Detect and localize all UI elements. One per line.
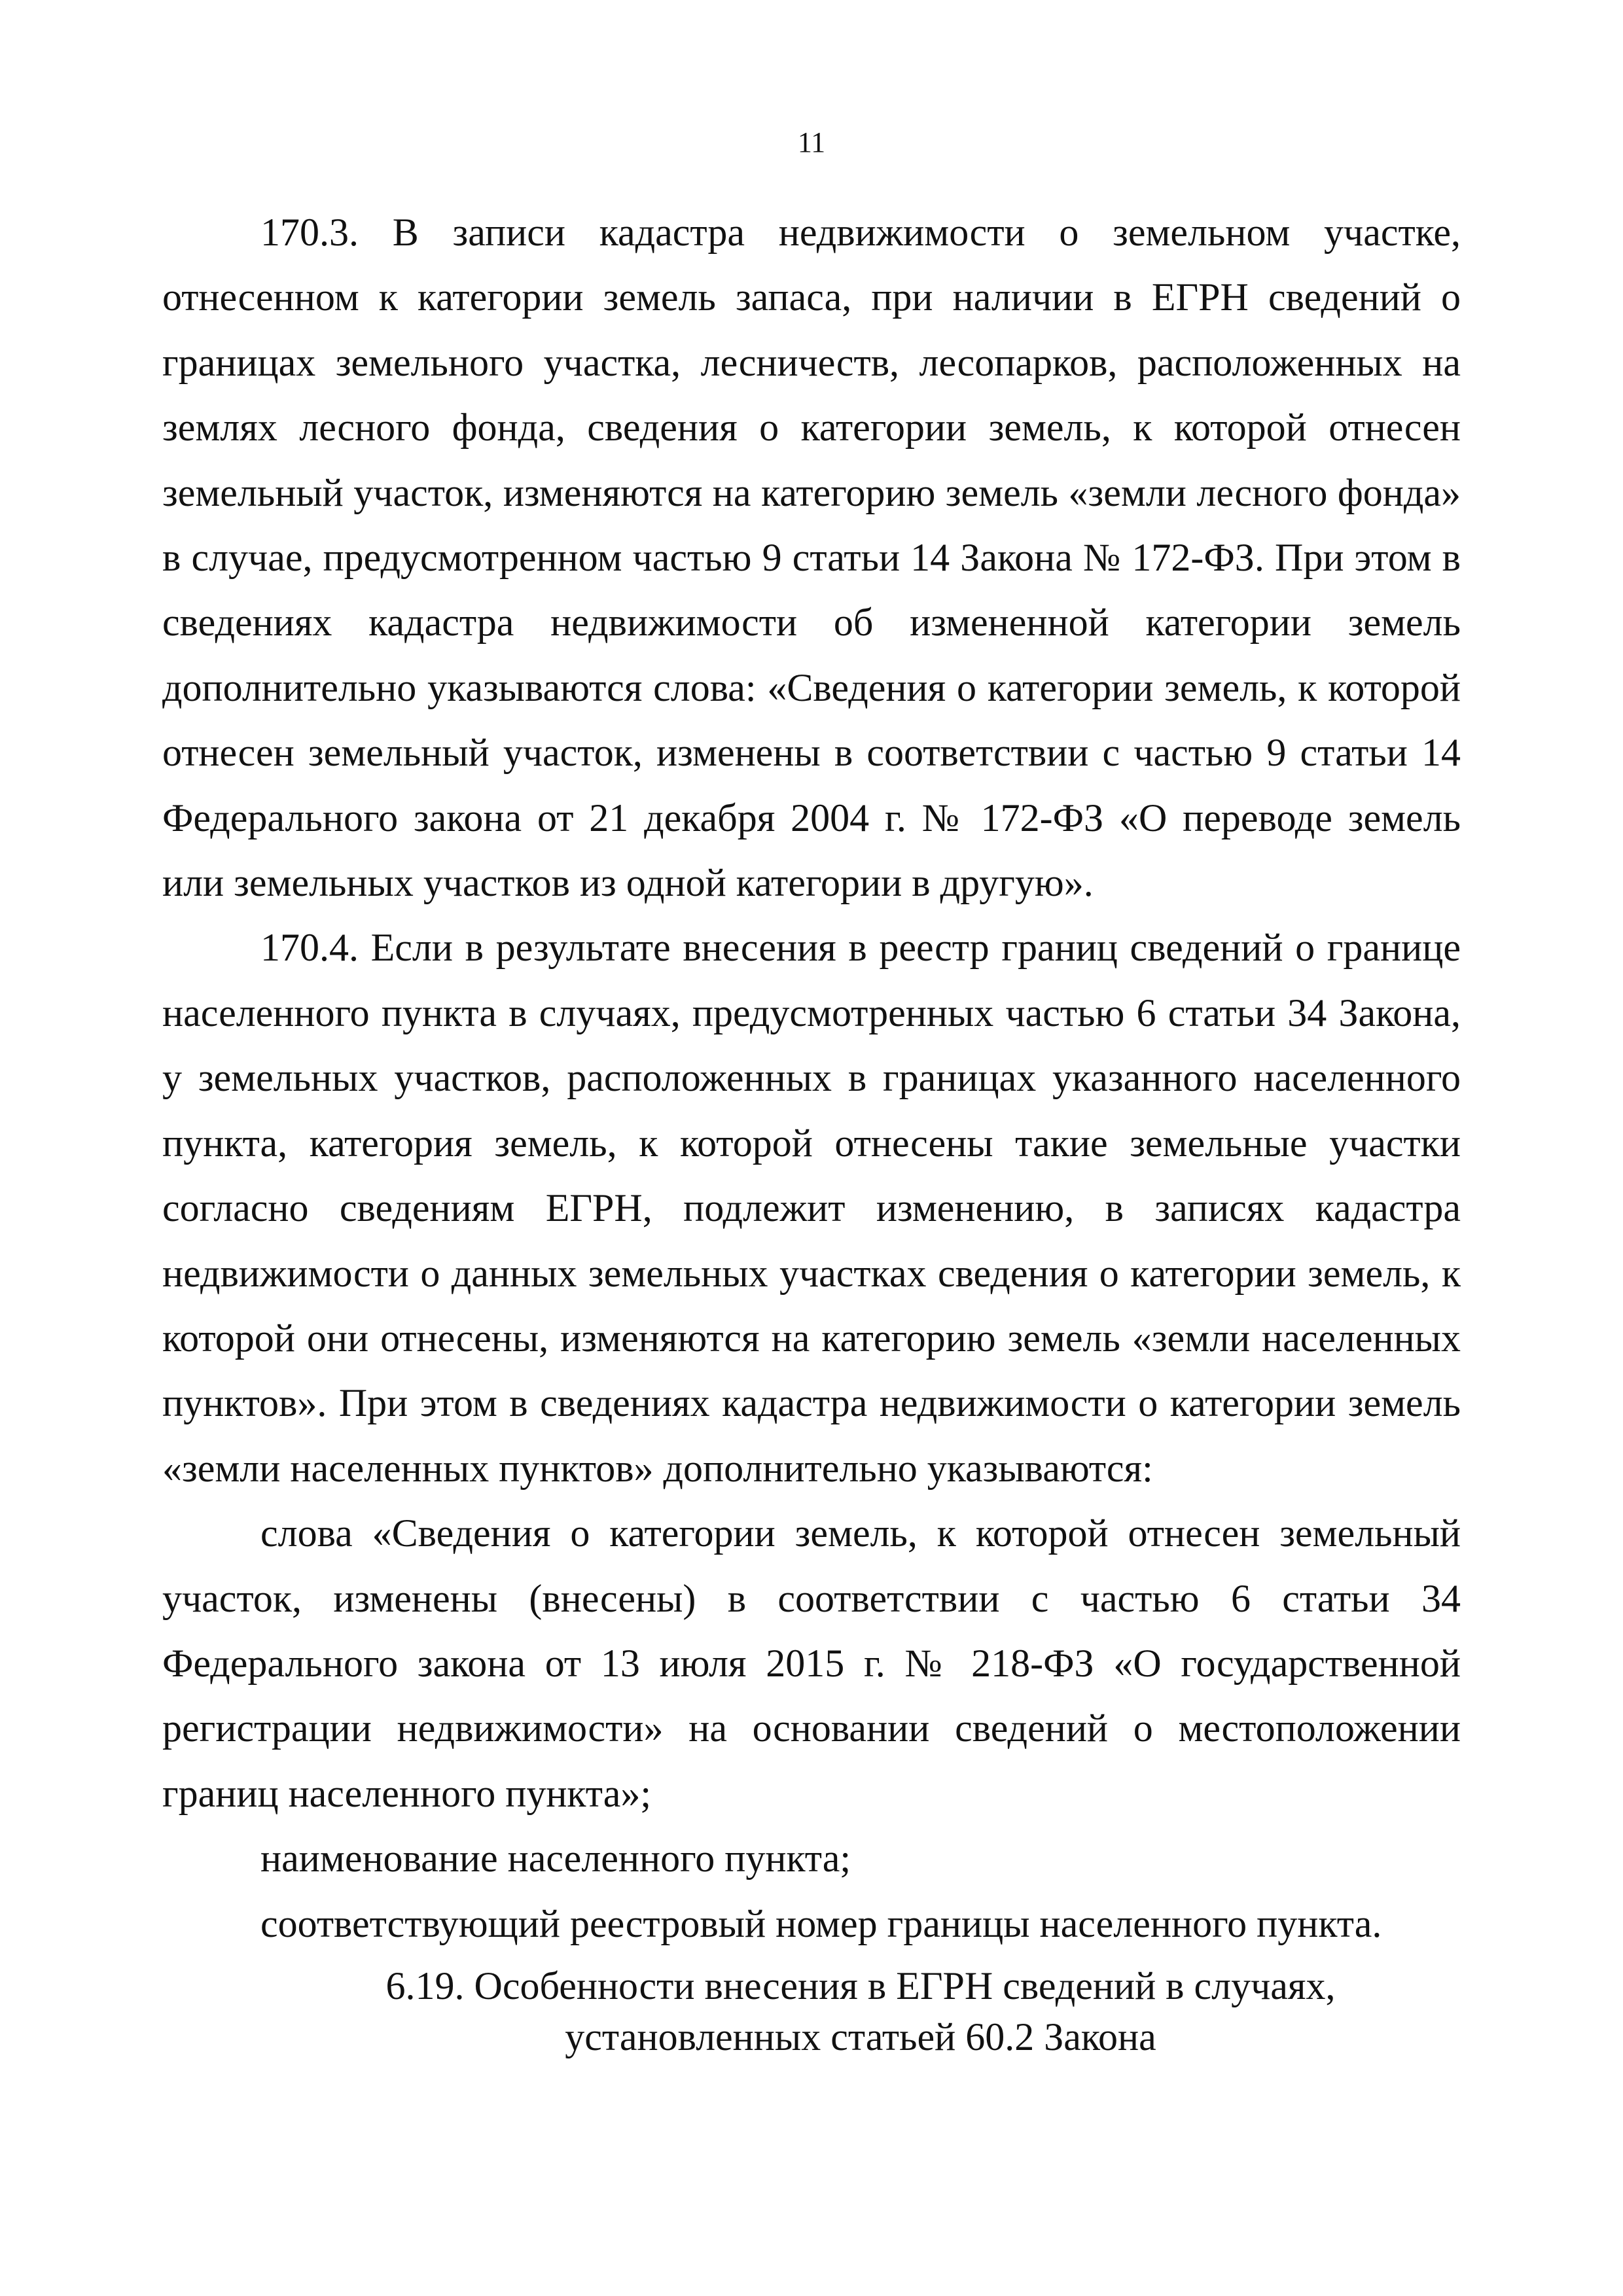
page-number: 11 [797, 126, 826, 158]
paragraph-settlement-name: наименование населенного пункта; [260, 1837, 851, 1881]
document-body [162, 200, 1461, 2062]
section-heading-line-2: установленных статьей 60.2 Закона [565, 2015, 1156, 2058]
paragraph-registry-number: соответствующий реестровый номер границы населенного пункта. [260, 1901, 1382, 1945]
section-heading-6-19 [162, 1956, 1461, 2062]
paragraph-words-clause: слова «Сведения о категории земель, к которой отнесен земельный участок, изменены (внесены) в соответствии с частью 6 статьи 34 Федерального закона от 13 июля 2015 г. № 218-ФЗ «О государственной регистрации недвижимости» на основании сведений о местоположении границ населенного пункта»; [162, 1511, 1461, 1815]
paragraph-170-4: 170.4. Если в результате внесения в реестр границ сведений о границе населенного пункта в случаях, предусмотренных частью 6 статьи 34 Закона, у земельных участков, расположенных в границах указанного населенного пункта, категория земель, к которой отнесены такие земельные участки согласно сведениям ЕГРН, подлежит изменению, в записях кадастра недвижимости о данных земельных участках сведения о категории земель, к которой они отнесены, изменяются на категорию земель «земли населенных пунктов». При этом в сведениях кадастра недвижимости о категории земель «земли населенных пунктов» дополнительно указываются: [162, 926, 1461, 1490]
paragraph-170-3: 170.3. В записи кадастра недвижимости о земельном участке, отнесенном к категории земель запаса, при наличии в ЕГРН сведений о границах земельного участка, лесничеств, лесопарков, расположенных на землях лесного фонда, сведения о категории земель, к которой отнесен земельный участок, изменяются на категорию земель «земли лесного фонда» в случае, предусмотренном частью 9 статьи 14 Закона № 172-ФЗ. При этом в сведениях кадастра недвижимости об измененной категории земель дополнительно указываются слова: «Сведения о категории земель, к которой отнесен земельный участок, изменены в соответствии с частью 9 статьи 14 Федерального закона от 21 декабря 2004 г. № 172-ФЗ «О переводе земель или земельных участков из одной категории в другую». [162, 211, 1461, 905]
section-heading-line-1: 6.19. Особенности внесения в ЕГРН сведений в случаях, [385, 1964, 1336, 2007]
